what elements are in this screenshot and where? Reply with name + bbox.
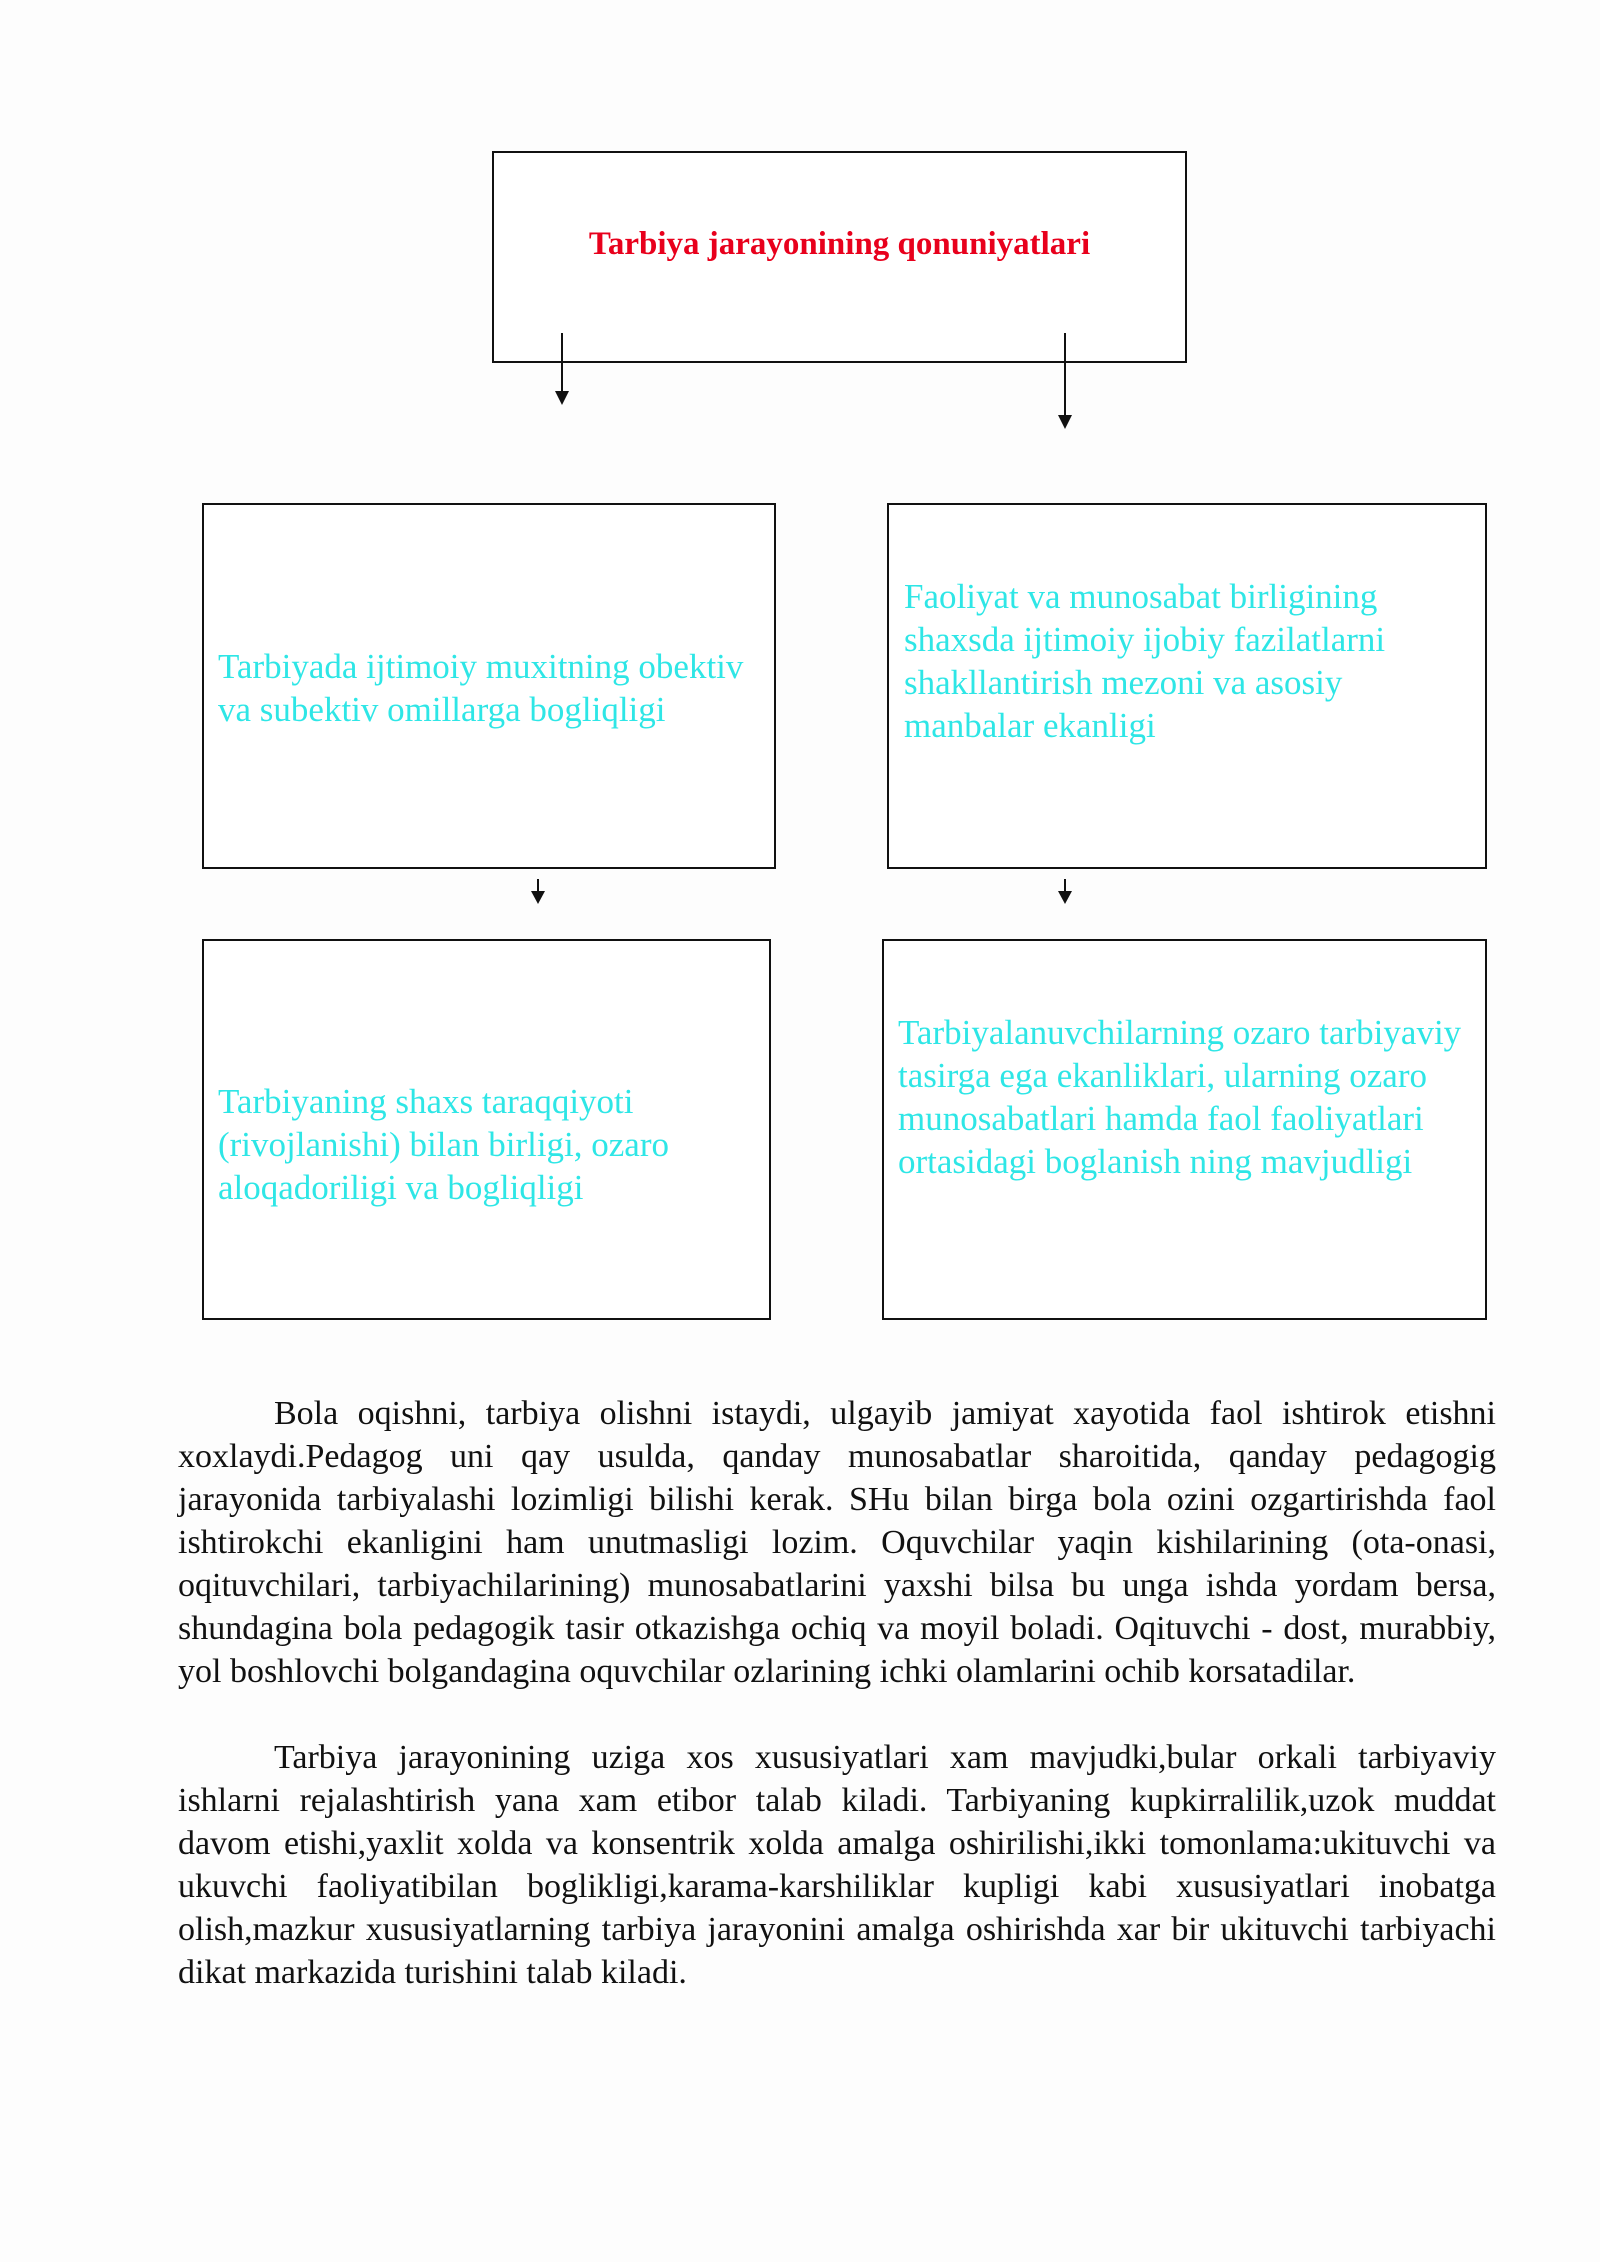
arrow-title-to-right (1055, 333, 1075, 433)
diagram-title-box (492, 151, 1187, 363)
node-box-top-left (202, 503, 776, 869)
arrow-left-column (528, 879, 548, 907)
diagram-title: Tarbiya jarayonining qonuniyatlari (588, 226, 1091, 262)
arrow-title-to-left (552, 333, 572, 408)
node-text: Tarbiyaning shaxs taraqqiyoti (rivojlanishi) bilan birligi, ozaro aloqadoriligi va bogliqligi (218, 1082, 670, 1207)
node-text: Tarbiyalanuvchilarning ozaro tarbiyaviy tasirga ega ekanliklari, ularning ozaro munosabatlari hamda faol faoliyatlari ortasidagi boglanish ning mavjudligi (898, 1013, 1462, 1181)
node-text: Tarbiyada ijtimoiy muxitning obektiv va subektiv omillarga bogliqligi (218, 647, 744, 729)
node-box-bottom-right (882, 939, 1487, 1320)
body-paragraph: Bola oqishni, tarbiya olishni istaydi, ulgayib jamiyat xayotida faol ishtirok etishni xoxlaydi.Pedagog uni qay usulda, qanday munosabatlar sharoitida, qanday pedagogig jarayonida tarbiyalashi lozimligi bilishi kerak. SHu bilan birga bola ozini ozgartirishda faol ishtirokchi ekanligini ham unutmasligi lozim. Oquvchilar yaqin kishilarining (ota-onasi, oqituvchilari, tarbiyachilarining) munosabatlarini yaxshi bilsa bu unga ishda yordam bersa, shundagina bola pedagogik tasir otkazishga ochiq va moyil boladi. Oqituvchi - dost, murabbiy, yol boshlovchi bolgandagina oquvchilar ozlarining ichki olamlarini ochib korsatadilar. (178, 1395, 1496, 1690)
body-paragraph-2-container (178, 1736, 1496, 1994)
node-box-top-right (887, 503, 1487, 869)
body-paragraph: Tarbiya jarayonining uziga xos xususiyatlari xam mavjudki,bular orkali tarbiyaviy ishlarni rejalashtirish yana xam etibor talab kiladi. Tarbiyaning kupkirralilik,uzok muddat davom etishi,yaxlit xolda va konsentrik xolda amalga oshirilishi,ikki tomonlama:ukituvchi va ukuvchi faoliyatibilan boglikligi,karama-karshiliklar kupligi kabi xususiyatlari inobatga olish,mazkur xususiyatlarning tarbiya jarayonini amalga oshirishda xar bir ukituvchi tarbiyachi dikat markazida turishini talab kiladi. (178, 1739, 1496, 1991)
node-box-bottom-left (202, 939, 771, 1320)
body-paragraph-1-container (178, 1392, 1496, 1693)
node-text: Faoliyat va munosabat birligining shaxsda ijtimoiy ijobiy fazilatlarni shakllantirish mezoni va asosiy manbalar ekanligi (904, 577, 1386, 745)
arrow-right-column (1055, 879, 1075, 907)
